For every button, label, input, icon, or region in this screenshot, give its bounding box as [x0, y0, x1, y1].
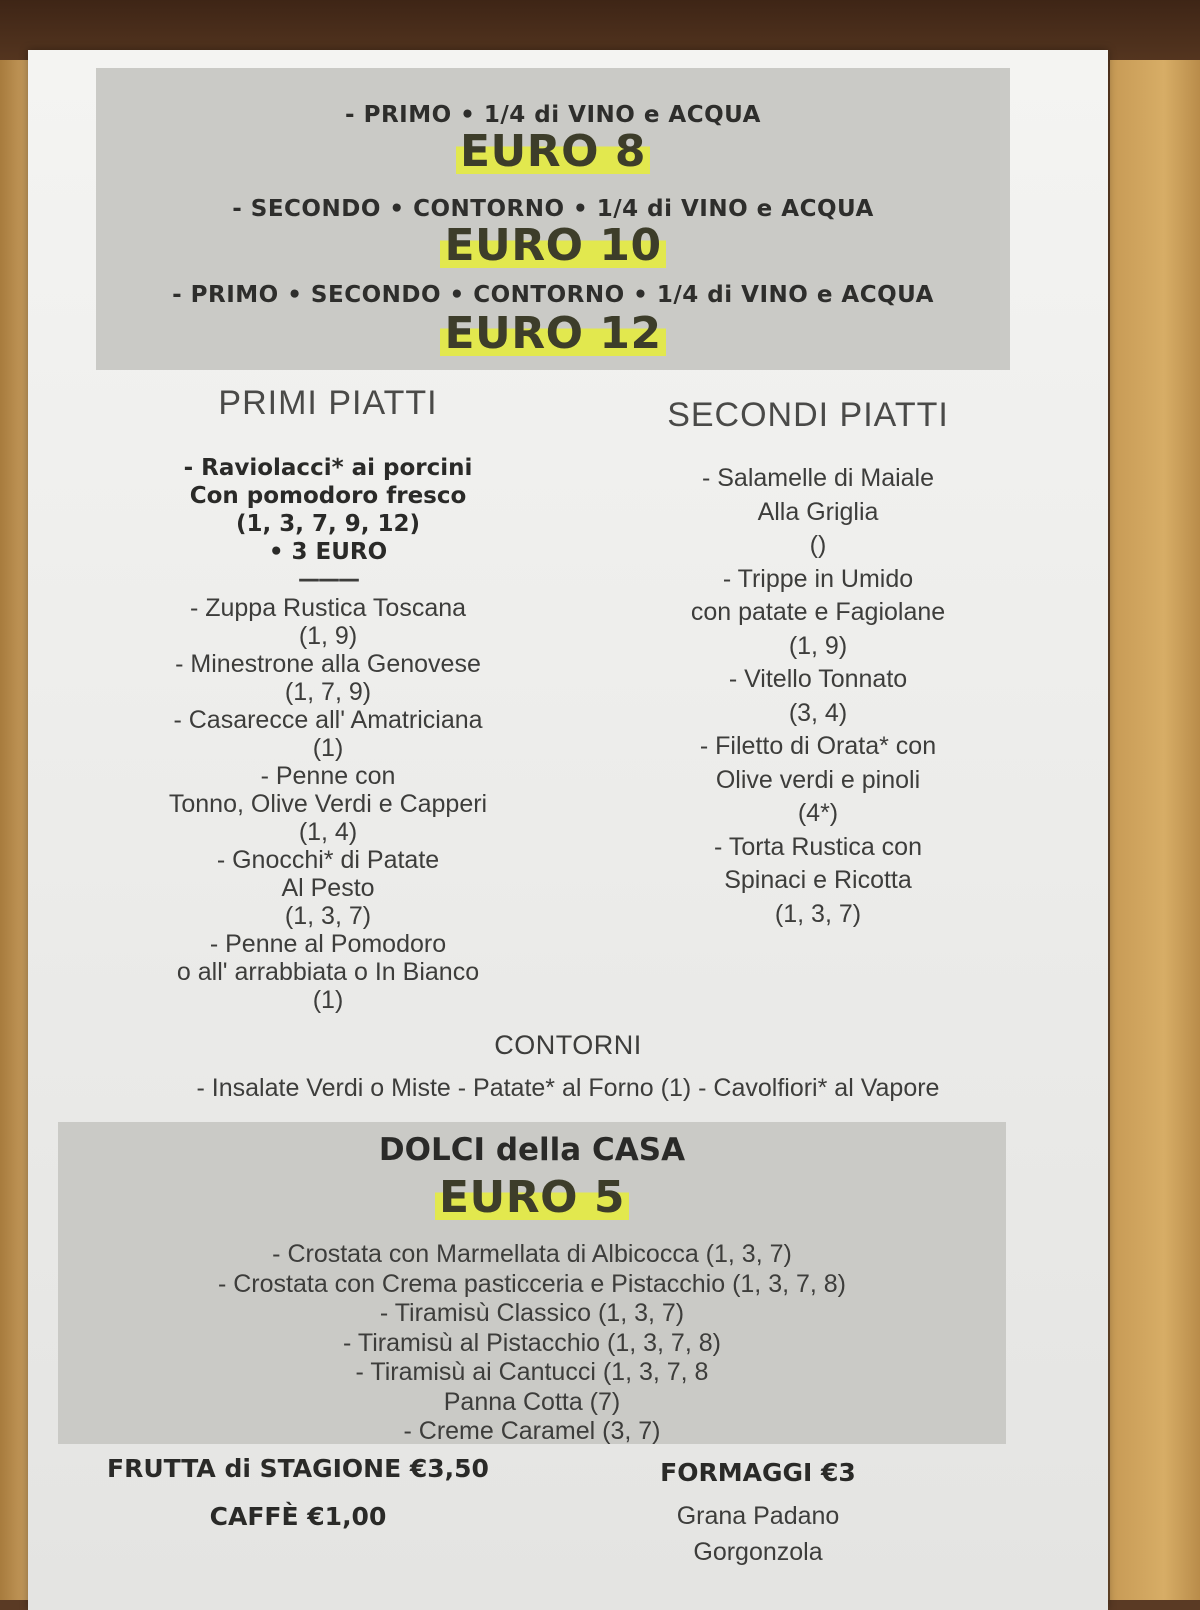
dolci-item: - Crostata con Marmellata di Albicocca (1, 3, 7)	[272, 1240, 792, 1268]
primi-line: (1)	[312, 986, 344, 1014]
secondi-line: - Trippe in Umido	[722, 564, 914, 593]
primi-line: - Casarecce all' Amatriciana	[173, 706, 483, 734]
secondi-line: - Salamelle di Maiale	[701, 464, 935, 492]
primi-line: - Minestrone alla Genovese	[175, 650, 481, 678]
primi-line: (1)	[312, 734, 344, 762]
fixed-menu-2-price-wrap	[96, 220, 1010, 271]
dolci-item: - Tiramisù ai Cantucci (1, 3, 7, 8	[355, 1358, 709, 1386]
secondi-line: ()	[809, 531, 827, 559]
secondi-line: Olive verdi e pinoli	[715, 765, 921, 794]
fixed-menu-3-courses: - PRIMO • SECONDO • CONTORNO • 1/4 di VINO e ACQUA	[172, 282, 934, 308]
primi-line: (1, 9)	[298, 622, 358, 650]
primi-separator: ———	[298, 567, 358, 592]
formaggi-price: FORMAGGI €3	[660, 1458, 856, 1487]
primi-heading: PRIMI PIATTI	[218, 384, 438, 422]
secondi-line: Spinaci e Ricotta	[724, 866, 912, 894]
dolci-item: Panna Cotta (7)	[443, 1387, 621, 1416]
secondi-line: - Filetto di Orata* con	[699, 732, 937, 760]
dolci-price: EURO 5	[435, 1176, 629, 1220]
fixed-menu-1-courses: - PRIMO • 1/4 di VINO e ACQUA	[345, 102, 761, 128]
frutta-price: FRUTTA di STAGIONE €3,50	[107, 1454, 489, 1483]
fixed-menu-3-price-wrap	[96, 308, 1010, 359]
folder-edge-right	[1110, 60, 1200, 1600]
dolci-price-wrap	[58, 1172, 1006, 1223]
primi-column	[108, 454, 548, 1014]
formaggi-item: Grana Padano	[676, 1502, 840, 1530]
dolci-item: - Tiramisù Classico (1, 3, 7)	[379, 1299, 685, 1327]
dolci-item: - Crostata con Crema pasticceria e Pistacchio (1, 3, 7, 8)	[217, 1269, 847, 1298]
primi-line: (1, 7, 9)	[284, 678, 372, 706]
contorni-heading: CONTORNI	[494, 1030, 642, 1060]
primi-line: o all' arrabbiata o In Bianco	[176, 958, 480, 986]
fixed-menu-2-price: EURO 10	[440, 224, 665, 268]
dolci-list	[58, 1240, 1006, 1447]
fixed-menu-1-price-wrap	[96, 126, 1010, 177]
primi-line: - Penne al Pomodoro	[209, 930, 447, 958]
fixed-menu-2-courses: - SECONDO • CONTORNO • 1/4 di VINO e ACQUA	[232, 196, 874, 222]
secondi-line: - Vitello Tonnato	[728, 665, 908, 693]
primi-line: (1, 3, 7)	[284, 902, 372, 930]
fixed-menu-1-price: EURO 8	[456, 130, 650, 174]
primi-line: - Zuppa Rustica Toscana	[189, 594, 467, 622]
primi-line: Al Pesto	[281, 874, 375, 902]
menu-sheet	[28, 50, 1108, 1610]
dolci-item: - Tiramisù al Pistacchio (1, 3, 7, 8)	[343, 1328, 721, 1357]
primi-special-line: • 3 EURO	[268, 539, 388, 565]
fixed-menu-3-price: EURO 12	[440, 312, 665, 356]
secondi-line: (1, 9)	[788, 631, 848, 660]
primi-line: Tonno, Olive Verdi e Capperi	[168, 790, 488, 818]
secondi-line: - Torta Rustica con	[714, 832, 922, 861]
formaggi-item: Gorgonzola	[693, 1538, 823, 1566]
dolci-item: - Creme Caramel (3, 7)	[403, 1417, 661, 1445]
secondi-heading: SECONDI PIATTI	[667, 396, 949, 434]
primi-special-line: (1, 3, 7, 9, 12)	[235, 511, 421, 537]
dolci-heading: DOLCI della CASA	[378, 1132, 686, 1168]
secondi-column	[598, 462, 1038, 931]
primi-special-line: Con pomodoro fresco	[189, 483, 467, 509]
primi-line: (1, 4)	[298, 818, 358, 846]
primi-line: - Penne con	[260, 762, 396, 790]
secondi-line: (3, 4)	[788, 698, 848, 727]
caffe-price: CAFFÈ €1,00	[209, 1502, 387, 1531]
secondi-line: con patate e Fagiolane	[690, 598, 946, 626]
secondi-line: (4*)	[797, 799, 839, 827]
contorni-list: - Insalate Verdi o Miste - Patate* al Forno (1) - Cavolfiori* al Vapore	[196, 1074, 940, 1102]
fixed-menu-box	[96, 68, 1010, 370]
primi-line: - Gnocchi* di Patate	[216, 846, 440, 874]
secondi-line: Alla Griglia	[757, 497, 879, 526]
dolci-box	[58, 1122, 1006, 1444]
secondi-line: (1, 3, 7)	[774, 899, 862, 928]
primi-special-line: - Raviolacci* ai porcini	[183, 455, 473, 481]
